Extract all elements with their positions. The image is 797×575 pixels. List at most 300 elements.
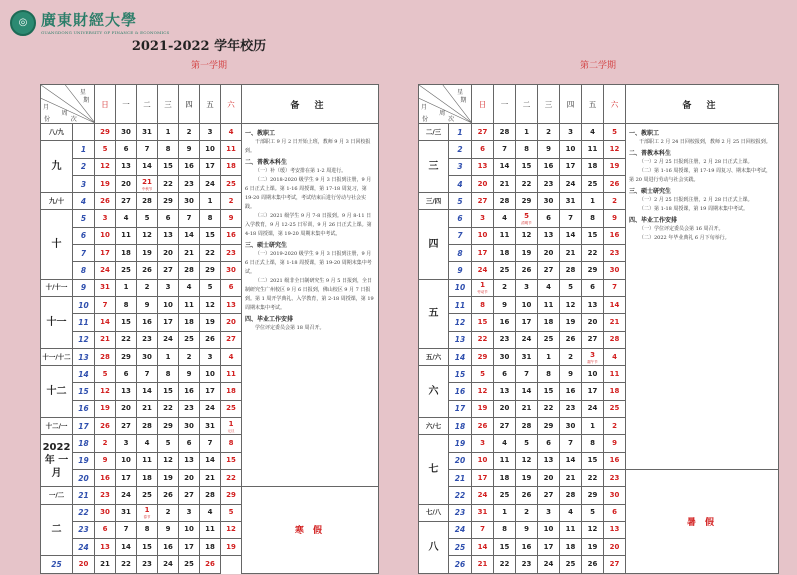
day-number: 9 xyxy=(186,369,192,378)
day-cell xyxy=(472,141,494,158)
day-number: 11 xyxy=(226,369,236,378)
day-number: 16 xyxy=(100,473,110,482)
day-cell xyxy=(200,175,221,192)
day-cell xyxy=(472,227,494,244)
day-cell xyxy=(95,556,116,573)
day-cell xyxy=(494,262,516,279)
day-number: 21 xyxy=(499,179,510,188)
day-cell xyxy=(604,383,626,400)
day-cell xyxy=(221,227,242,244)
day-cell xyxy=(472,521,494,538)
university-english-name: GUANGDONG UNIVERSITY OF FINANCE & ECONOMICS xyxy=(41,30,170,35)
day-number: 4 xyxy=(207,508,213,517)
day-number: 16 xyxy=(609,231,620,240)
day-number: 20 xyxy=(609,542,620,551)
day-cell xyxy=(95,383,116,400)
day-number: 1 xyxy=(228,419,234,428)
day-cell xyxy=(137,469,158,486)
day-number: 5 xyxy=(524,438,529,447)
day-cell xyxy=(179,245,200,262)
day-number: 15 xyxy=(499,542,510,551)
day-number: 29 xyxy=(587,266,598,275)
day-cell xyxy=(137,279,158,296)
week-number: 17 xyxy=(73,418,95,435)
day-cell xyxy=(95,124,116,141)
day-number: 29 xyxy=(163,196,173,205)
day-cell xyxy=(221,314,242,331)
day-number: 22 xyxy=(205,248,215,257)
week-row xyxy=(419,124,779,141)
day-number: 17 xyxy=(477,473,488,482)
day-cell xyxy=(200,469,221,486)
day-number: 16 xyxy=(609,456,620,465)
day-number: 28 xyxy=(499,196,510,205)
day-number: 26 xyxy=(521,490,532,499)
day-cell xyxy=(560,279,582,296)
day-number: 23 xyxy=(184,179,194,188)
day-number: 12 xyxy=(142,231,152,240)
day-number: 10 xyxy=(121,456,131,465)
week-number: 5 xyxy=(449,193,472,210)
day-cell xyxy=(604,556,626,573)
note-paragraph: （二）第 1-16 周授课，第 17-19 周复习、期末集中考试，第 20 周进行劳动与社会实践。 xyxy=(629,168,772,183)
day-number: 19 xyxy=(521,248,532,257)
day-number: 26 xyxy=(100,196,110,205)
day-cell xyxy=(560,452,582,469)
day-cell xyxy=(582,193,604,210)
day-cell xyxy=(560,556,582,573)
day-number: 14 xyxy=(499,162,510,171)
month-label: 二 xyxy=(41,504,73,556)
day-number: 10 xyxy=(205,144,215,153)
day-number: 18 xyxy=(543,317,554,326)
day-number: 7 xyxy=(144,369,150,378)
day-number: 24 xyxy=(543,560,554,569)
week-number: 5 xyxy=(73,210,95,227)
day-number: 9 xyxy=(165,525,171,534)
day-number: 8 xyxy=(165,144,171,153)
day-number: 18 xyxy=(184,317,194,326)
month-label: 八 xyxy=(419,521,449,573)
day-cell xyxy=(560,521,582,538)
day-cell xyxy=(158,279,179,296)
day-cell xyxy=(179,210,200,227)
day-number: 14 xyxy=(184,231,194,240)
week-number: 8 xyxy=(449,245,472,262)
day-cell xyxy=(95,314,116,331)
note-heading: 一、教职工 xyxy=(245,130,276,137)
day-number: 9 xyxy=(102,456,108,465)
day-number: 6 xyxy=(612,508,617,517)
day-cell xyxy=(200,279,221,296)
day-cell xyxy=(516,296,538,313)
day-cell xyxy=(221,469,242,486)
day-cell xyxy=(179,469,200,486)
week-number: 7 xyxy=(449,227,472,244)
day-cell xyxy=(95,487,116,504)
week-number: 14 xyxy=(73,366,95,383)
day-number: 5 xyxy=(590,508,595,517)
day-number: 31 xyxy=(521,352,532,361)
day-number: 13 xyxy=(499,387,510,396)
day-number: 11 xyxy=(499,231,510,240)
day-cell xyxy=(494,366,516,383)
day-cell xyxy=(221,435,242,452)
day-number: 26 xyxy=(565,335,576,344)
day-number: 22 xyxy=(163,404,173,413)
day-number: 5 xyxy=(228,508,234,517)
day-cell xyxy=(158,435,179,452)
day-number: 26 xyxy=(521,266,532,275)
weekday-header: 一 xyxy=(116,85,137,124)
day-number: 23 xyxy=(142,335,152,344)
day-number: 17 xyxy=(543,542,554,551)
day-cell xyxy=(116,556,137,573)
day-cell xyxy=(179,175,200,192)
note-heading: 二、普教本科生 xyxy=(629,150,672,157)
day-number: 6 xyxy=(123,144,129,153)
day-cell xyxy=(560,227,582,244)
day-number: 28 xyxy=(142,196,152,205)
month-label: 二/三 xyxy=(419,124,449,141)
day-number: 9 xyxy=(228,214,234,223)
corner-xing-label: 星 xyxy=(79,89,86,96)
day-cell xyxy=(494,418,516,435)
day-number: 24 xyxy=(163,560,173,569)
day-cell xyxy=(137,348,158,365)
corner-fen-label: 份 xyxy=(44,116,51,123)
day-cell xyxy=(116,175,137,192)
day-number: 4 xyxy=(590,127,595,136)
day-cell xyxy=(179,521,200,538)
note-paragraph: （三）2021 级学生 9 月 7-8 日报到。9 月 8-11 日入学教育，9 月 12-25 日军训，9 月 26 日正式上课。第 4-18 周授课，第 19-20 周期末集中考试。 xyxy=(245,213,372,237)
day-number: 8 xyxy=(144,525,150,534)
day-cell xyxy=(538,175,560,192)
day-number: 25 xyxy=(226,179,236,188)
day-cell xyxy=(179,141,200,158)
day-cell xyxy=(560,158,582,175)
day-number: 27 xyxy=(121,421,131,430)
day-number: 1 xyxy=(502,508,507,517)
day-number: 3 xyxy=(123,438,129,447)
day-cell xyxy=(604,452,626,469)
day-cell xyxy=(95,418,116,435)
day-number: 13 xyxy=(184,456,194,465)
day-cell xyxy=(137,539,158,556)
week-number: 11 xyxy=(449,296,472,313)
day-cell xyxy=(158,245,179,262)
month-label: 六/七 xyxy=(419,418,449,435)
day-cell xyxy=(200,435,221,452)
day-cell xyxy=(560,435,582,452)
day-cell xyxy=(582,227,604,244)
day-cell xyxy=(538,193,560,210)
day-number: 7 xyxy=(207,438,213,447)
day-cell xyxy=(158,141,179,158)
day-number: 29 xyxy=(121,352,131,361)
day-number: 17 xyxy=(477,248,488,257)
day-cell xyxy=(494,452,516,469)
day-cell xyxy=(221,158,242,175)
day-number: 12 xyxy=(163,456,173,465)
day-cell xyxy=(200,504,221,521)
week-number: 12 xyxy=(73,331,95,348)
day-cell xyxy=(582,331,604,348)
day-number: 12 xyxy=(205,300,215,309)
day-cell xyxy=(179,227,200,244)
note-paragraph: （二）2021 级非全日制研究生 9 月 5 日报到，全日制研究生广州校区 9 月 6 日报到，佛山校区 9 月 7 日报到。第 1 周开学典礼、入学教育，第 2-18 周授课，第 19 周期末集中考试。 xyxy=(245,278,374,311)
week-row xyxy=(41,124,379,141)
day-cell xyxy=(95,521,116,538)
day-cell xyxy=(494,521,516,538)
day-number: 13 xyxy=(121,387,131,396)
day-cell xyxy=(200,556,221,573)
day-number: 25 xyxy=(184,560,194,569)
day-cell xyxy=(604,331,626,348)
day-cell xyxy=(137,383,158,400)
day-cell xyxy=(116,227,137,244)
day-number: 4 xyxy=(612,352,617,361)
day-cell xyxy=(494,435,516,452)
day-cell xyxy=(494,383,516,400)
day-cell xyxy=(200,210,221,227)
day-number: 19 xyxy=(565,317,576,326)
day-number: 19 xyxy=(521,473,532,482)
day-number: 28 xyxy=(521,421,532,430)
day-cell xyxy=(560,193,582,210)
day-cell xyxy=(516,539,538,556)
day-number: 24 xyxy=(477,266,488,275)
day-cell xyxy=(137,400,158,417)
day-cell xyxy=(472,193,494,210)
day-number: 1 xyxy=(144,506,150,515)
day-cell xyxy=(538,296,560,313)
day-number: 30 xyxy=(543,196,554,205)
day-cell xyxy=(158,296,179,313)
day-number: 30 xyxy=(226,266,236,275)
note-heading: 四、毕业工作安排 xyxy=(245,316,294,323)
day-number: 19 xyxy=(100,404,110,413)
month-label: 十/十一 xyxy=(41,279,73,296)
day-number: 30 xyxy=(609,266,620,275)
month-label: 五 xyxy=(419,279,449,348)
day-number: 25 xyxy=(609,404,620,413)
day-number: 29 xyxy=(226,490,236,499)
day-cell xyxy=(516,487,538,504)
day-cell xyxy=(472,296,494,313)
day-number: 6 xyxy=(186,438,192,447)
day-cell xyxy=(560,331,582,348)
day-cell xyxy=(137,556,158,573)
day-number: 14 xyxy=(121,542,131,551)
day-cell xyxy=(516,504,538,521)
day-cell xyxy=(95,331,116,348)
day-cell xyxy=(494,279,516,296)
day-cell xyxy=(538,314,560,331)
day-cell xyxy=(95,435,116,452)
day-number: 9 xyxy=(612,438,617,447)
day-cell xyxy=(137,314,158,331)
day-number: 27 xyxy=(163,266,173,275)
corner-yue-label: 月 xyxy=(43,104,50,112)
day-number: 18 xyxy=(609,387,620,396)
day-number: 26 xyxy=(100,421,110,430)
day-number: 17 xyxy=(521,317,532,326)
day-cell xyxy=(116,279,137,296)
day-number: 6 xyxy=(102,525,108,534)
weekday-header: 一 xyxy=(494,85,516,124)
day-number: 7 xyxy=(568,214,573,223)
day-number: 16 xyxy=(499,317,510,326)
day-number: 15 xyxy=(477,317,488,326)
day-number: 7 xyxy=(186,214,192,223)
day-number: 10 xyxy=(100,231,110,240)
day-cell xyxy=(582,210,604,227)
day-number: 18 xyxy=(142,473,152,482)
day-number: 2 xyxy=(502,283,507,292)
day-number: 2 xyxy=(228,196,234,205)
day-number: 14 xyxy=(609,300,620,309)
week-number: 25 xyxy=(449,539,472,556)
day-cell xyxy=(538,539,560,556)
day-number: 26 xyxy=(477,421,488,430)
day-number: 14 xyxy=(142,387,152,396)
day-cell xyxy=(560,245,582,262)
day-cell xyxy=(95,366,116,383)
day-number: 1 xyxy=(590,196,595,205)
festival-label: 中秋节 xyxy=(141,186,153,191)
day-number: 13 xyxy=(226,300,236,309)
week-number: 24 xyxy=(449,521,472,538)
day-number: 16 xyxy=(184,162,194,171)
weekday-header: 二 xyxy=(516,85,538,124)
note-heading: 三、硕士研究生 xyxy=(245,242,288,249)
day-number: 29 xyxy=(587,490,598,499)
day-number: 30 xyxy=(100,508,110,517)
day-cell xyxy=(604,141,626,158)
day-cell xyxy=(116,521,137,538)
day-number: 19 xyxy=(205,317,215,326)
semester-1-calendar xyxy=(40,84,379,574)
day-cell xyxy=(472,348,494,365)
day-number: 23 xyxy=(142,560,152,569)
day-number: 27 xyxy=(477,127,488,136)
day-cell xyxy=(472,245,494,262)
day-number: 24 xyxy=(163,335,173,344)
day-number: 12 xyxy=(100,162,110,171)
day-cell xyxy=(95,141,116,158)
day-cell xyxy=(560,469,582,486)
day-number: 27 xyxy=(226,335,236,344)
day-number: 29 xyxy=(543,421,554,430)
day-cell xyxy=(494,487,516,504)
day-cell xyxy=(158,366,179,383)
day-number: 20 xyxy=(184,473,194,482)
day-cell xyxy=(582,296,604,313)
week-number: 22 xyxy=(449,487,472,504)
day-number: 27 xyxy=(543,490,554,499)
day-cell xyxy=(116,348,137,365)
day-cell xyxy=(158,383,179,400)
day-number: 2 xyxy=(524,508,529,517)
day-cell xyxy=(582,262,604,279)
day-cell xyxy=(538,452,560,469)
day-number: 18 xyxy=(121,248,131,257)
day-cell xyxy=(538,141,560,158)
day-cell xyxy=(560,348,582,365)
day-number: 12 xyxy=(100,387,110,396)
day-number: 8 xyxy=(524,144,529,153)
day-number: 2 xyxy=(186,127,192,136)
day-cell xyxy=(494,227,516,244)
day-cell xyxy=(538,348,560,365)
day-cell xyxy=(538,504,560,521)
day-cell xyxy=(582,469,604,486)
day-number: 25 xyxy=(142,490,152,499)
day-number: 26 xyxy=(142,266,152,275)
day-cell xyxy=(604,193,626,210)
day-cell xyxy=(179,556,200,573)
day-number: 31 xyxy=(477,508,488,517)
day-cell xyxy=(221,141,242,158)
day-cell xyxy=(516,279,538,296)
day-number: 11 xyxy=(587,144,598,153)
day-number: 8 xyxy=(590,438,595,447)
day-cell xyxy=(179,296,200,313)
day-cell xyxy=(516,418,538,435)
day-cell xyxy=(494,400,516,417)
day-number: 11 xyxy=(609,369,620,378)
day-number: 19 xyxy=(100,179,110,188)
day-number: 7 xyxy=(568,438,573,447)
day-cell xyxy=(116,124,137,141)
day-number: 7 xyxy=(502,144,507,153)
day-number: 25 xyxy=(565,560,576,569)
day-cell xyxy=(538,227,560,244)
week-number: 17 xyxy=(449,400,472,417)
day-cell xyxy=(221,418,242,435)
day-number: 12 xyxy=(609,144,620,153)
day-number: 25 xyxy=(543,335,554,344)
day-cell xyxy=(516,314,538,331)
day-number: 31 xyxy=(142,127,152,136)
day-cell xyxy=(95,175,116,192)
note-heading: 四、毕业工作安排 xyxy=(629,217,678,224)
corner-zhou-label: 周 xyxy=(439,109,446,117)
week-number: 1 xyxy=(449,124,472,141)
week-number: 1 xyxy=(73,141,95,158)
month-label: 十一/十二 xyxy=(41,348,73,365)
day-cell xyxy=(516,262,538,279)
day-number: 8 xyxy=(502,525,507,534)
day-number: 18 xyxy=(499,248,510,257)
day-number: 27 xyxy=(477,196,488,205)
day-cell xyxy=(179,279,200,296)
day-number: 3 xyxy=(546,508,551,517)
day-number: 15 xyxy=(226,456,236,465)
day-cell xyxy=(560,539,582,556)
day-number: 12 xyxy=(521,231,532,240)
day-number: 17 xyxy=(121,473,131,482)
day-cell xyxy=(95,158,116,175)
vacation-label: 暑 假 xyxy=(626,469,779,573)
day-cell xyxy=(200,331,221,348)
day-number: 14 xyxy=(565,456,576,465)
day-number: 12 xyxy=(521,456,532,465)
day-number: 20 xyxy=(121,404,131,413)
note-heading: 二、普教本科生 xyxy=(245,159,288,166)
day-cell xyxy=(494,331,516,348)
